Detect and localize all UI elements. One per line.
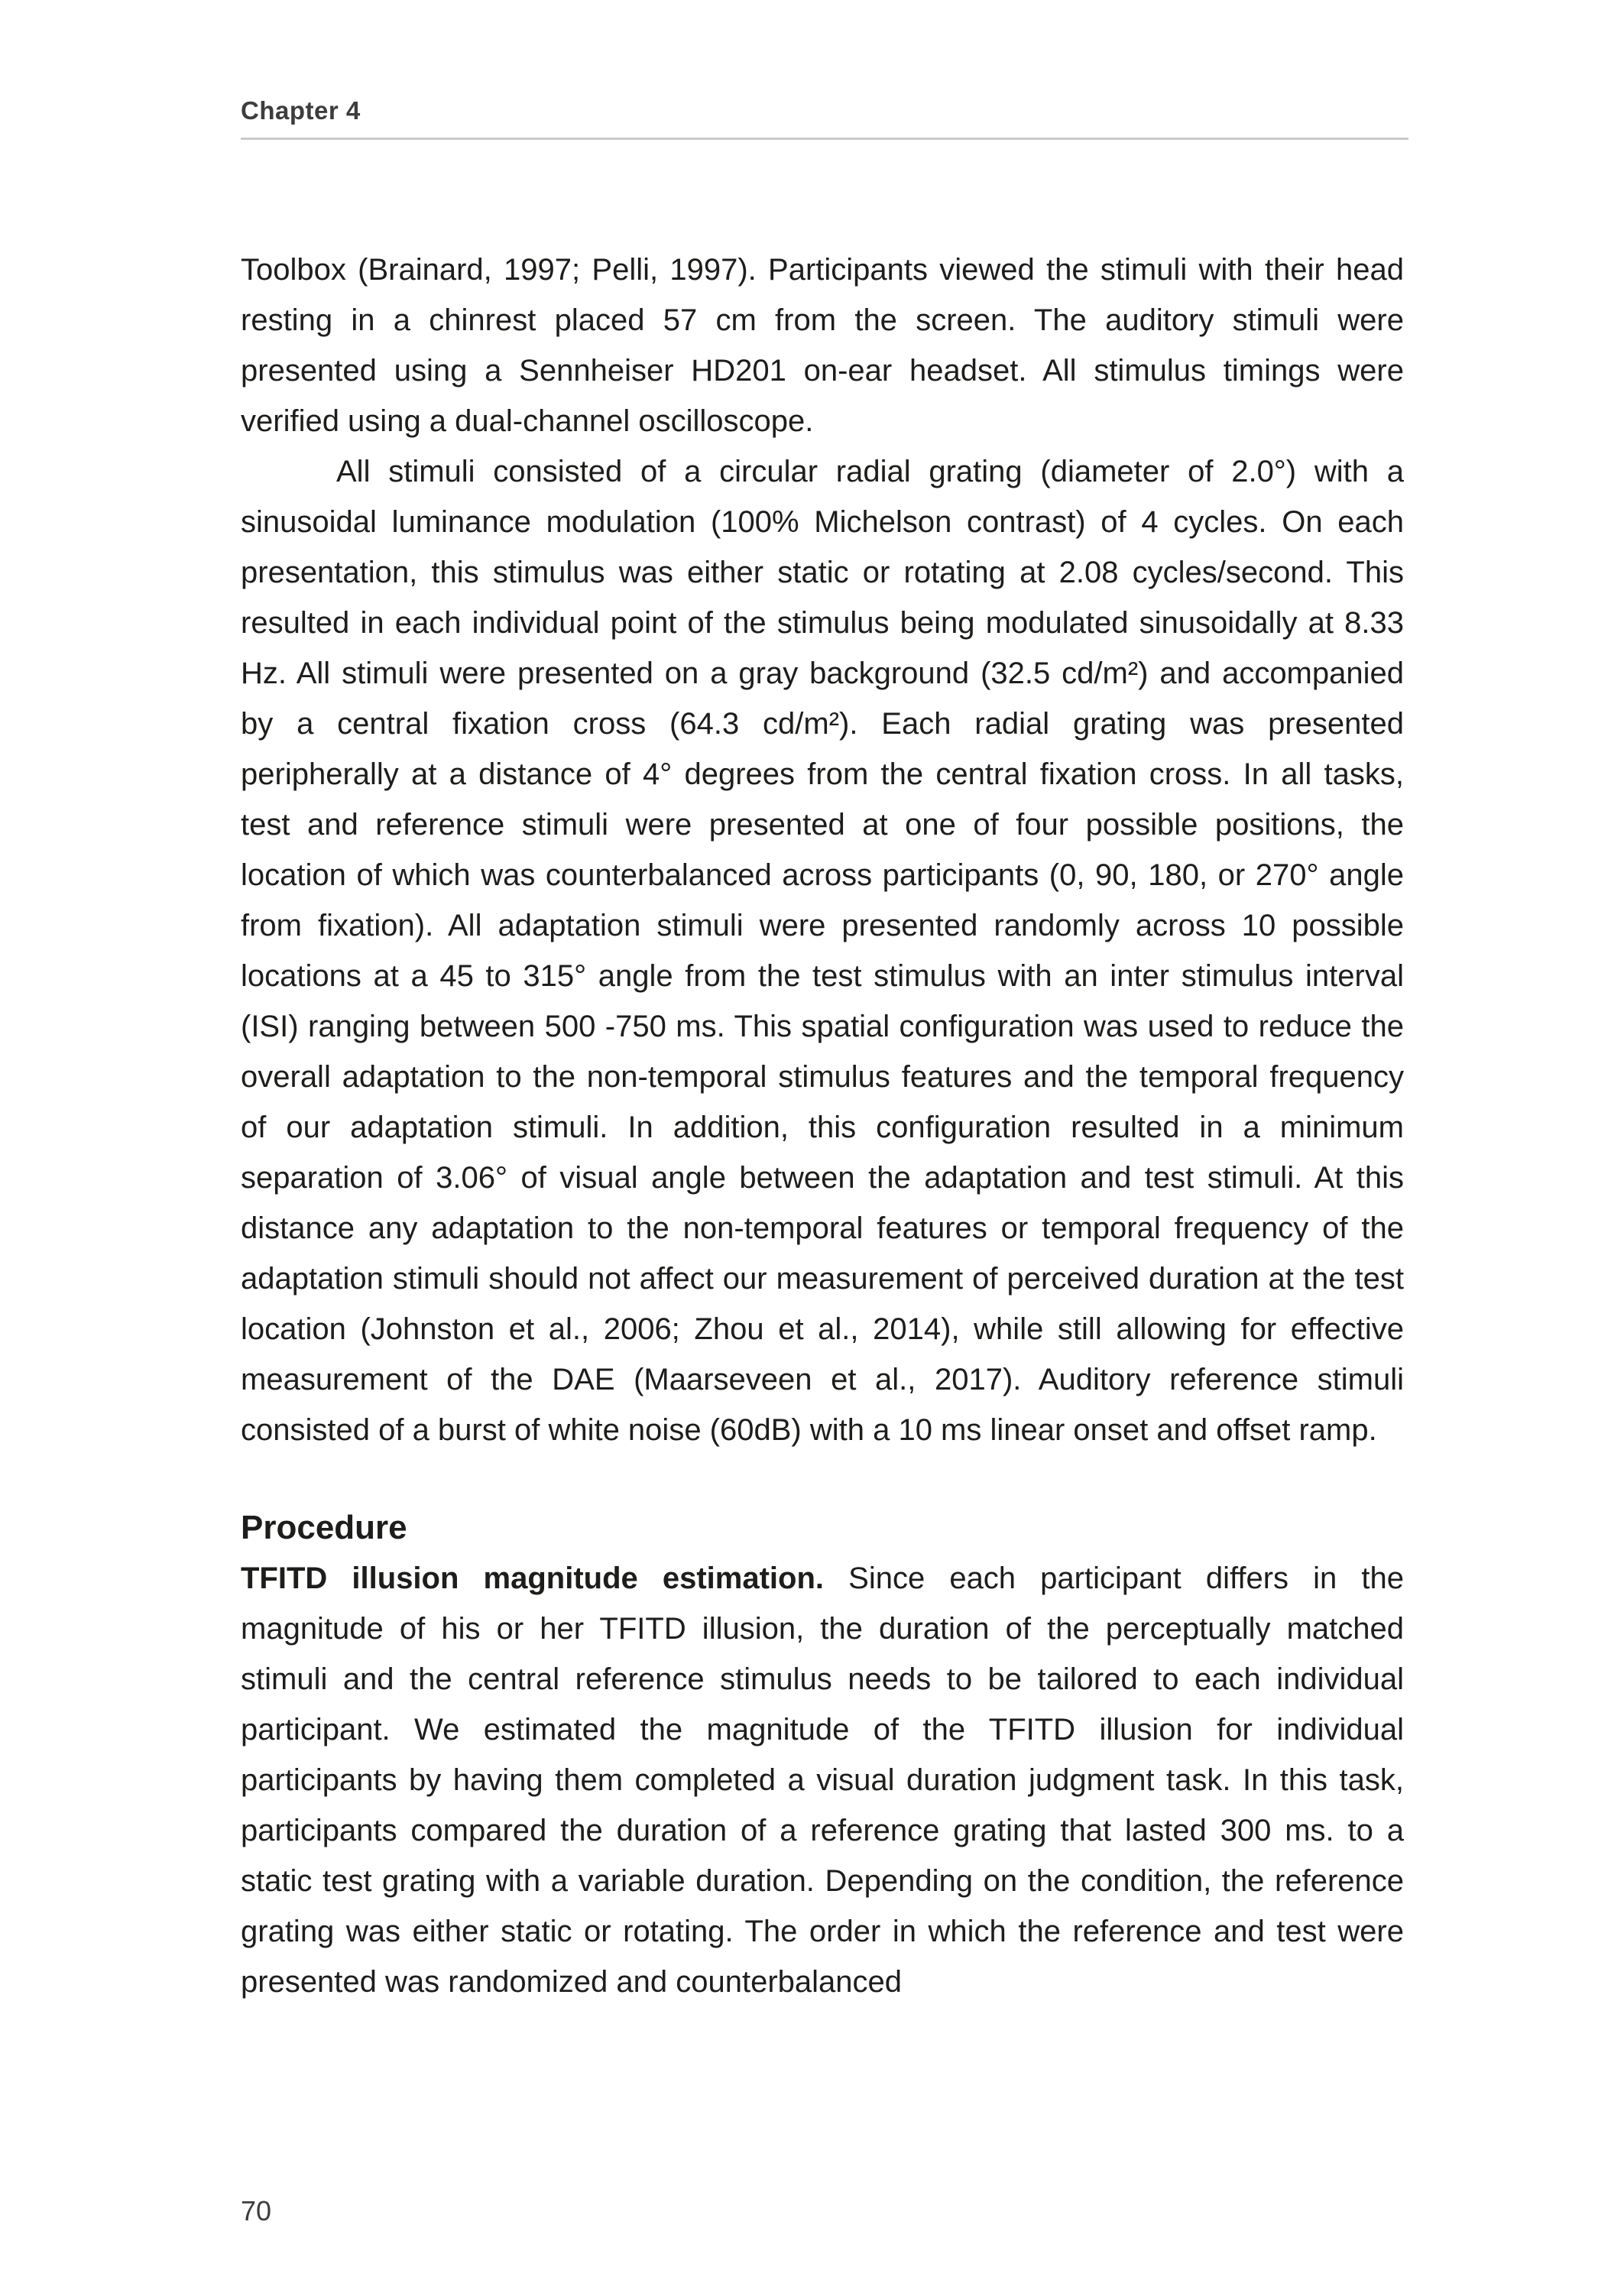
page-number: 70 bbox=[241, 2195, 272, 2227]
header-divider bbox=[241, 138, 1408, 140]
running-header bbox=[241, 96, 1408, 140]
chapter-label: Chapter 4 bbox=[241, 96, 361, 125]
paragraph-runin-bold: TFITD illusion magnitude estimation. bbox=[241, 1562, 825, 1595]
body-paragraph-1: Toolbox (Brainard, 1997; Pelli, 1997). Participants viewed the stimuli with their head resting in a chinrest placed 57 cm from the screen. The auditory stimuli were presented using a Sennheiser HD201 on-ear headset. All stimulus timings were verified using a dual-channel oscilloscope. bbox=[241, 253, 1404, 438]
body-paragraph-2: All stimuli consisted of a circular radial grating (diameter of 2.0°) with a sinusoidal luminance modulation (100% Michelson contrast) of 4 cycles. On each presentation, this stimulus was either static or rotating at 2.08 cycles/second. This resulted in each individual point of the stimulus being modulated sinusoidally at 8.33 Hz. All stimuli were presented on a gray background (32.5 cd/m²) and accompanied by a central fixation cross (64.3 cd/m²). Each radial grating was presented peripherally at a distance of 4° degrees from the central fixation cross. In all tasks, test and reference stimuli were presented at one of four possible positions, the location of which was counterbalanced across participants (0, 90, 180, or 270° angle from fixation). All adaptation stimuli were presented randomly across 10 possible locations at a 45 to 315° angle from the test stimulus with an inter stimulus interval (ISI) ranging between 500 -750 ms. This spatial configuration was used to reduce the overall adaptation to the non-temporal stimulus features and the temporal frequency of our adaptation stimuli. In addition, this configuration resulted in a minimum separation of 3.06° of visual angle between the adaptation and test stimuli. At this distance any adaptation to the non-temporal features or temporal frequency of the adaptation stimuli should not affect our measurement of perceived duration at the test location (Johnston et al., 2006; Zhou et al., 2014), while still allowing for effective measurement of the DAE (Maarseveen et al., 2017). Auditory reference stimuli consisted of a burst of white noise (60dB) with a 10 ms linear onset and offset ramp. bbox=[241, 455, 1404, 1447]
paragraph-runin-rest: Since each participant differs in the magnitude of his or her TFITD illusion, the duration of the perceptually matched stimuli and the central reference stimulus needs to be tailored to each individual participant. We estimated the magnitude of the TFITD illusion for individual participants by having them completed a visual duration judgment task. In this task, participants compared the duration of a reference grating that lasted 300 ms. to a static test grating with a variable duration. Depending on the condition, the reference grating was either static or rotating. The order in which the reference and test were presented was randomized and counterbalanced bbox=[241, 1562, 1404, 1999]
section-heading-procedure: Procedure bbox=[241, 1509, 407, 1546]
page-body bbox=[241, 245, 1404, 2007]
body-paragraph-3 bbox=[241, 1553, 1404, 2007]
